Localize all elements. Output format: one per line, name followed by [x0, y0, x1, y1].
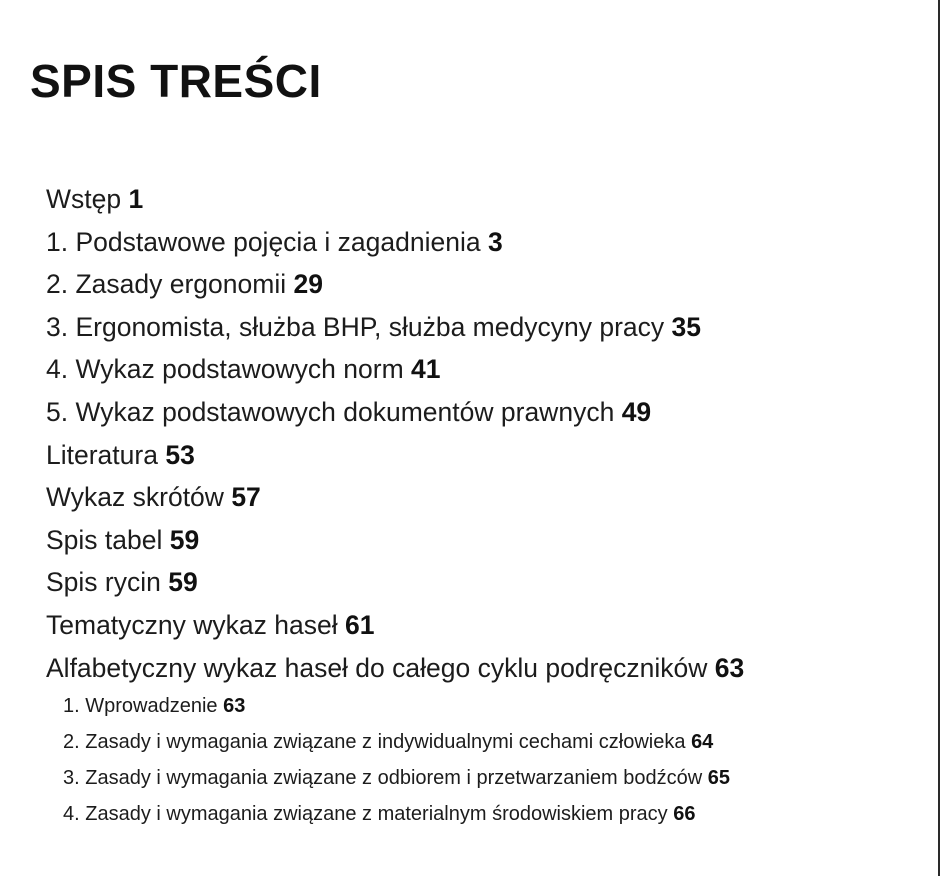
toc-entry-label: 2. Zasady ergonomii	[46, 269, 287, 300]
toc-entry-page: 59	[168, 567, 198, 598]
toc-entry-label: Alfabetyczny wykaz haseł do całego cyklu podręczników	[46, 652, 708, 683]
toc-entry-label: 3. Ergonomista, służba BHP, służba medycyny pracy	[46, 311, 665, 342]
toc-subentry	[63, 688, 730, 724]
toc-entry-label: Spis tabel	[46, 524, 163, 555]
toc-entry-page: 3	[487, 226, 503, 257]
toc-list	[46, 178, 744, 689]
toc-entry-page: 1	[128, 184, 144, 214]
page-edge	[938, 0, 940, 876]
toc-entry	[46, 604, 744, 647]
toc-entry-page: 35	[671, 311, 701, 342]
toc-entry-page: 53	[165, 439, 195, 470]
toc-entry	[46, 519, 744, 562]
toc-entry-page: 49	[621, 396, 652, 427]
toc-entry	[46, 434, 744, 477]
toc-entry-label: 4. Wykaz podstawowych norm	[46, 354, 404, 385]
toc-entry	[46, 561, 744, 604]
toc-subentry-page: 65	[707, 767, 730, 789]
toc-subentry	[63, 796, 730, 832]
toc-entry	[46, 348, 744, 391]
toc-entry	[46, 178, 744, 221]
toc-entry-label: Spis rycin	[46, 567, 161, 598]
page-title: SPIS TREŚCI	[30, 55, 322, 107]
toc-entry-page: 63	[714, 652, 745, 683]
toc-entry-page: 61	[344, 609, 375, 640]
toc-entry-label: 1. Podstawowe pojęcia i zagadnienia	[46, 226, 481, 257]
toc-subentry	[63, 760, 730, 796]
toc-subentry-label: 3. Zasady i wymagania związane z odbiorem i przetwarzaniem bodźców	[63, 767, 703, 789]
toc-subentry-label: 1. Wprowadzenie	[63, 695, 218, 717]
toc-entry-page: 57	[231, 482, 261, 513]
toc-subentry-page: 63	[223, 695, 246, 717]
toc-entry-label: Tematyczny wykaz haseł	[46, 609, 338, 640]
toc-entry	[46, 476, 744, 519]
toc-entry	[46, 263, 744, 306]
toc-entry-label: Wstęp	[46, 184, 122, 214]
toc-entry-label: Literatura	[46, 439, 158, 470]
toc-entry	[46, 221, 744, 264]
toc-entry-label: Wykaz skrótów	[46, 482, 224, 513]
toc-entry	[46, 306, 744, 349]
toc-sublist	[63, 688, 730, 832]
toc-subentry	[63, 724, 730, 760]
toc-subentry-label: 2. Zasady i wymagania związane z indywidualnymi cechami człowieka	[63, 731, 686, 753]
toc-entry	[46, 647, 744, 690]
toc-entry-page: 41	[411, 354, 441, 385]
toc-subentry-page: 64	[691, 731, 714, 753]
toc-subentry-page: 66	[673, 803, 696, 825]
toc-entry-page: 29	[293, 269, 323, 300]
toc-subentry-label: 4. Zasady i wymagania związane z materialnym środowiskiem pracy	[63, 803, 668, 825]
toc-entry-page: 59	[169, 524, 200, 555]
toc-entry-label: 5. Wykaz podstawowych dokumentów prawnych	[46, 396, 615, 427]
toc-entry	[46, 391, 744, 434]
